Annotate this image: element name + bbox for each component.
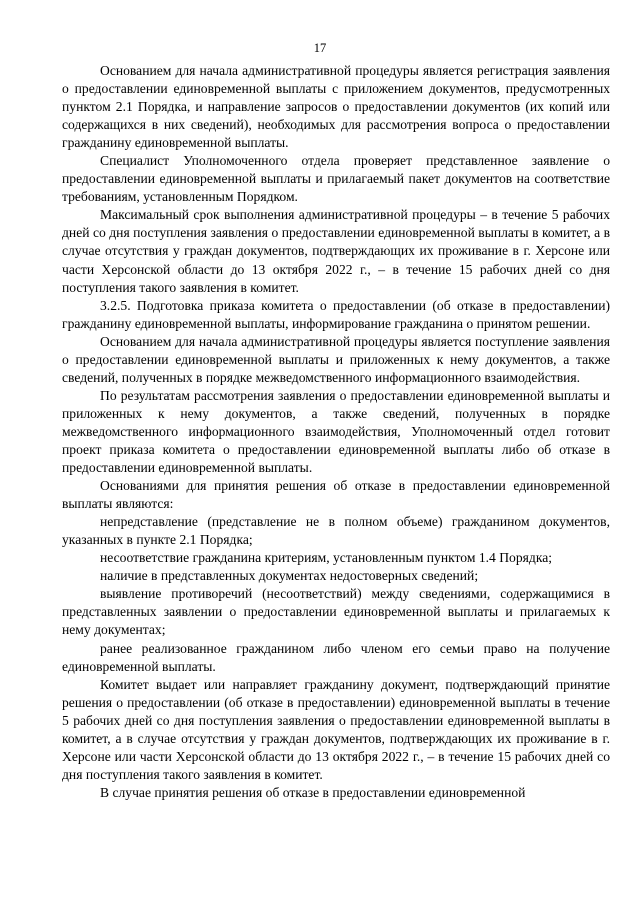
paragraph-specialist-check: Специалист Уполномоченного отдела проверяет представленное заявление о предоставлении единовременной выплаты и прилагаемый пакет документов на соответствие требованиям, установленным Порядком. xyxy=(62,153,610,205)
paragraph-review-results: По результатам рассмотрения заявления о предоставлении единовременной выплаты и приложенных к нему документов, а также сведений, полученных в порядке межведомственного информационного взаимодействия, Уполномоченный отдел готовит проект приказа комитета о предоставлении единовременной выплаты либо об отказе в предоставлении единовременной выплаты. xyxy=(62,387,610,476)
list-item-nonsubmission: непредставление (представление не в полном объеме) гражданином документов, указанных в пункте 2.1 Порядка; xyxy=(62,514,610,548)
list-item-false-info: наличие в представленных документах недостоверных сведений; xyxy=(100,568,479,584)
paragraph-refusal-case: В случае принятия решения об отказе в предоставлении единовременной xyxy=(100,784,526,800)
list-item-previously-used: ранее реализованное гражданином либо членом его семьи право на получение единовременной выплаты. xyxy=(62,640,610,674)
list-item-criteria-mismatch: несоответствие гражданина критериям, установленным пунктом 1.4 Порядка; xyxy=(100,550,553,566)
paragraph-committee-notice: Комитет выдает или направляет гражданину документ, подтверждающий принятие решения о предоставлении (об отказе в предоставлении) единовременной выплаты в течение 5 рабочих дней со дня поступления заявления о предоставлении единовременной выплаты в комитет, а в случае отсутствия у граждан документов, подтверждающих их проживание в г. Херсоне или части Херсонской области до 13 октября 2022 г., – в течение 15 рабочих дней со дня поступления такого заявления в комитет. xyxy=(62,676,610,782)
list-item-contradictions: выявление противоречий (несоответствий) между сведениями, содержащимися в представленных заявлении о предоставлении единовременной выплаты и прилагаемых к нему документах; xyxy=(62,586,610,638)
paragraph-section-3-2-5: 3.2.5. Подготовка приказа комитета о предоставлении (об отказе в предоставлении) гражданину единовременной выплаты, информирование гражданина о принятом решении. xyxy=(62,297,610,331)
paragraph-max-term: Максимальный срок выполнения административной процедуры – в течение 5 рабочих дней со дня поступления заявления о предоставлении единовременной выплаты в комитет, а в случае отсутствия у граждан документов, подтверждающих их проживание в г. Херсоне или части Херсонской области до 13 октября 2022 г., – в течение 15 рабочих дней со дня поступления такого заявления в комитет. xyxy=(62,207,610,295)
paragraph-grounds-receipt: Основанием для начала административной процедуры является поступление заявления о предоставлении единовременной выплаты и приложенных к нему документов, а также сведений, полученных в порядке межведомственного информационного взаимодействия. xyxy=(62,333,610,385)
paragraph-refusal-grounds-intro: Основаниями для принятия решения об отказе в предоставлении единовременной выплаты являются: xyxy=(62,478,610,512)
document-body xyxy=(62,62,610,802)
page-number: 17 xyxy=(313,41,327,55)
paragraph-grounds-registration: Основанием для начала административной процедуры является регистрация заявления о предоставлении единовременной выплаты с приложением документов, предусмотренных пунктом 2.1 Порядка, и направление запросов о предоставлении документов (их копий или содержащихся в них сведений), необходимых для рассмотрения вопроса о предоставлении гражданину единовременной выплаты. xyxy=(62,63,610,151)
